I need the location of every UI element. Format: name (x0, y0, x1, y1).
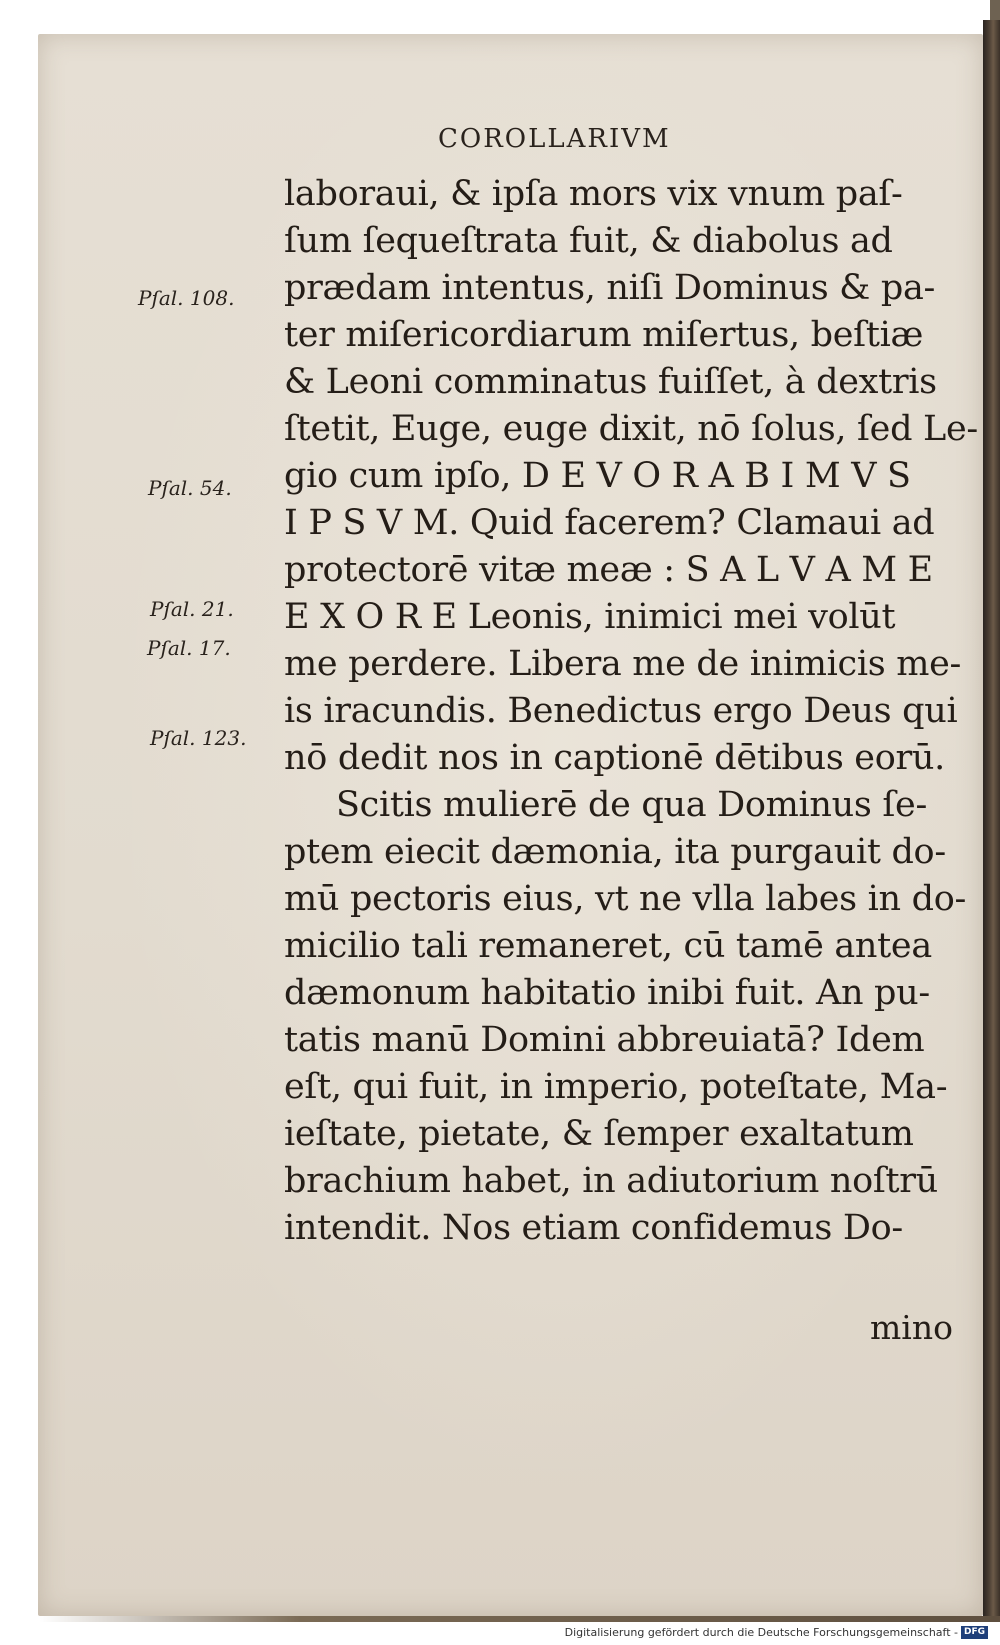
text-line: is iracundis. Benedictus ergo Deus qui (284, 691, 958, 731)
text-line: tatis manū Domini abbreuiatā? Idem (284, 1020, 925, 1060)
margin-note-psalm: Pſal. 123. (150, 726, 247, 750)
text-line: ſum ſequeſtrata fuit, & diabolus ad (284, 221, 893, 261)
text-line: brachium habet, in adiutorium noſtrū (284, 1161, 938, 1201)
credit-text: Digitalisierung gefördert durch die Deutsche Forschungsgemeinschaft - (564, 1626, 958, 1639)
text-line: mū pectoris eius, vt ne vlla labes in do- (284, 879, 967, 919)
text-line: prædam intentus, niſi Dominus & pa- (284, 268, 936, 308)
text-line: I P S V M. Quid facerem? Clamaui ad (284, 503, 935, 543)
text-line: gio cum ipſo, D E V O R A B I M V S (284, 456, 911, 496)
text-line: nō dedit nos in captionē dētibus eorū. (284, 738, 945, 778)
catchword: mino (870, 1308, 953, 1347)
text-line: dæmonum habitatio inibi fuit. An pu- (284, 973, 930, 1013)
margin-note-psalm: Pſal. 108. (138, 286, 235, 310)
text-line: ptem eiecit dæmonia, ita purgauit do- (284, 832, 946, 872)
margin-note-psalm: Pſal. 21. (150, 597, 234, 621)
text-line: E X O R E Leonis, inimici mei volūt (284, 597, 896, 637)
margin-note-psalm: Pſal. 17. (147, 636, 231, 660)
margin-note-psalm: Pſal. 54. (148, 476, 232, 500)
text-line: micilio tali remaneret, cū tamē antea (284, 926, 932, 966)
text-line: eſt, qui fuit, in imperio, poteſtate, Ma- (284, 1067, 948, 1107)
text-line: protectorē vitæ meæ : S A L V A M E (284, 550, 933, 590)
running-head: COROLLARIVM (438, 124, 671, 154)
text-line: intendit. Nos etiam confidemus Do- (284, 1208, 903, 1248)
text-line: & Leoni comminatus fuiſſet, à dextris (284, 362, 937, 402)
text-line: Scitis mulierē de qua Dominus ſe- (336, 785, 927, 825)
dfg-logo: DFG (961, 1626, 988, 1639)
text-line: ter miſericordiarum miſertus, beſtiæ (284, 315, 924, 355)
digitization-credit (565, 1626, 988, 1639)
text-line: ſtetit, Euge, euge dixit, nō ſolus, ſed Le- (284, 409, 978, 449)
text-line: laboraui, & ipſa mors vix vnum paſ- (284, 174, 903, 214)
bottom-cover-band (0, 1616, 1000, 1622)
page-edge-shadow (983, 20, 1000, 1620)
text-line: me perdere. Libera me de inimicis me- (284, 644, 962, 684)
text-line: ieſtate, pietate, & ſemper exaltatum (284, 1114, 914, 1154)
